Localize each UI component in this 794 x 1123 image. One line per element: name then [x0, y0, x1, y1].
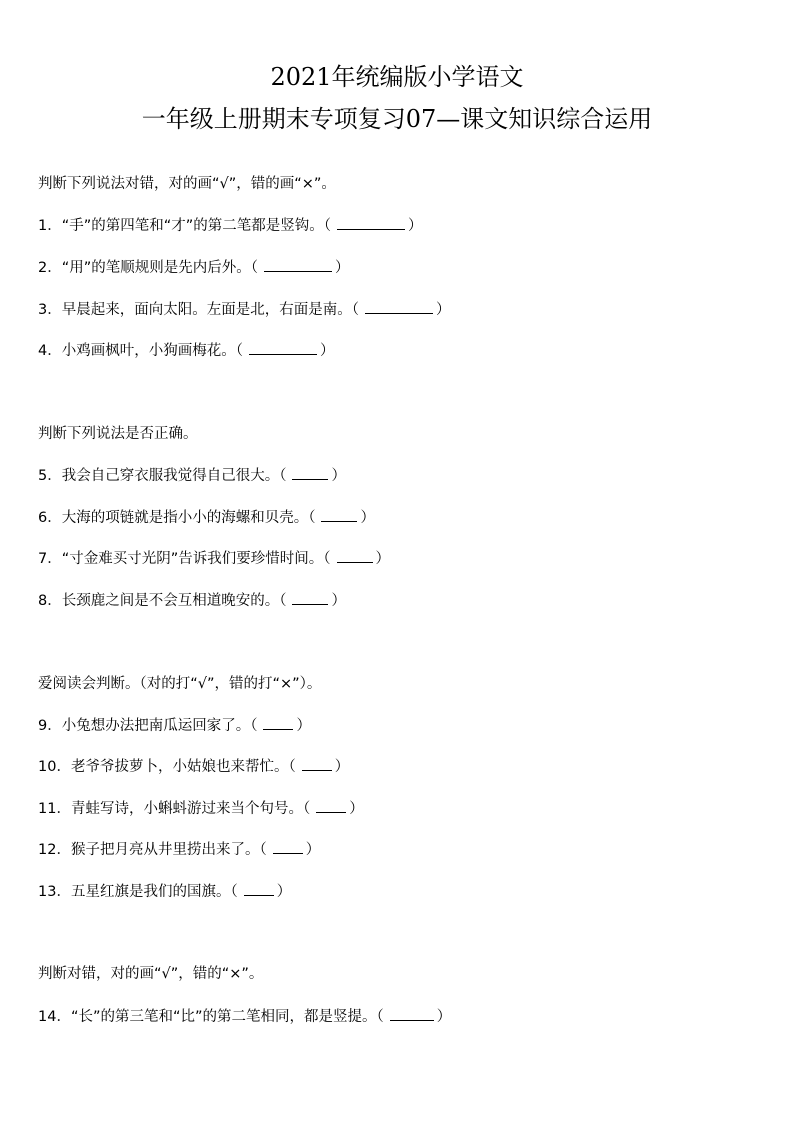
question-close: ）: [408, 218, 423, 234]
question-number: 3．: [38, 302, 62, 318]
question-12: [38, 839, 320, 860]
question-text: 长颈鹿之间是不会互相道晚安的。（: [61, 593, 287, 609]
question-close: ）: [349, 801, 364, 817]
question-number: 10．: [38, 759, 71, 775]
question-number: 7．: [38, 551, 62, 567]
question-number: 13．: [38, 884, 71, 900]
question-close: ）: [436, 1009, 452, 1025]
question-close: ）: [305, 842, 321, 858]
answer-blank[interactable]: [263, 715, 293, 730]
question-3: [38, 299, 450, 320]
question-text: 大海的项链就是指小小的海螺和贝壳。（: [61, 510, 316, 526]
question-text: 小鸡画枫叶，小狗画梅花。（: [61, 343, 243, 359]
section-4-instruction: 判断对错，对的画“√”，错的“×”。: [38, 966, 264, 982]
question-number: 4．: [38, 343, 62, 359]
question-close: ）: [296, 718, 311, 734]
question-text: “寸金难买寸光阴”告诉我们要珍惜时间。（: [61, 551, 331, 567]
question-text: “手”的第四笔和“才”的第二笔都是竖钩。（: [61, 218, 332, 234]
answer-blank[interactable]: [337, 215, 405, 230]
section-1-instruction: 判断下列说法对错，对的画“√”，错的画“×”。: [38, 176, 336, 192]
question-5: [38, 465, 346, 486]
question-number: 2．: [38, 260, 62, 276]
answer-blank[interactable]: [292, 465, 328, 480]
answer-blank[interactable]: [292, 590, 328, 605]
question-13: [38, 881, 291, 902]
question-close: ）: [319, 343, 335, 359]
question-text: 我会自己穿衣服我觉得自己很大。（: [61, 468, 287, 484]
question-number: 6．: [38, 510, 62, 526]
answer-blank[interactable]: [273, 839, 303, 854]
question-number: 1．: [38, 218, 62, 234]
question-close: ）: [334, 759, 350, 775]
answer-blank[interactable]: [302, 756, 332, 771]
answer-blank[interactable]: [249, 340, 317, 355]
question-close: ）: [276, 884, 292, 900]
question-1: [38, 215, 423, 236]
question-number: 5．: [38, 468, 62, 484]
question-text: “长”的第三笔和“比”的第二笔相同，都是竖提。（: [70, 1009, 384, 1025]
question-number: 8．: [38, 593, 62, 609]
question-text: 早晨起来，面向太阳。左面是北，右面是南。（: [61, 302, 359, 318]
question-number: 9．: [38, 718, 62, 734]
question-close: ）: [375, 551, 391, 567]
question-text: 老爷爷拔萝卜，小姑娘也来帮忙。（: [70, 759, 296, 775]
question-11: [38, 798, 364, 819]
question-10: [38, 756, 349, 777]
document-title-line-2: 一年级上册期末专项复习07—课文知识综合运用: [141, 105, 653, 133]
answer-blank[interactable]: [390, 1006, 434, 1021]
answer-blank[interactable]: [337, 548, 373, 563]
answer-blank[interactable]: [321, 507, 357, 522]
question-text: 五星红旗是我们的国旗。（: [70, 884, 238, 900]
question-close: ）: [335, 260, 350, 276]
question-close: ）: [435, 302, 451, 318]
answer-blank[interactable]: [365, 299, 433, 314]
answer-blank[interactable]: [244, 881, 274, 896]
question-text: 青蛙写诗，小蝌蚪游过来当个句号。（: [70, 801, 311, 817]
question-text: “用”的笔顺规则是先内后外。（: [61, 260, 259, 276]
question-text: 小兔想办法把南瓜运回家了。（: [61, 718, 258, 734]
question-9: [38, 715, 311, 736]
answer-blank[interactable]: [264, 257, 332, 272]
question-8: [38, 590, 346, 611]
question-4: [38, 340, 334, 361]
question-6: [38, 507, 375, 528]
question-number: 12．: [38, 842, 71, 858]
question-number: 14．: [38, 1009, 71, 1025]
question-2: [38, 257, 350, 278]
question-number: 11．: [38, 801, 71, 817]
question-14: [38, 1006, 451, 1027]
question-close: ）: [360, 510, 375, 526]
question-7: [38, 548, 390, 569]
answer-blank[interactable]: [316, 798, 346, 813]
question-text: 猴子把月亮从井里捞出来了。（: [70, 842, 267, 858]
question-close: ）: [331, 468, 346, 484]
question-close: ）: [331, 593, 346, 609]
section-2-instruction: 判断下列说法是否正确。: [38, 426, 198, 442]
document-title-line-1: 2021年统编版小学语文: [270, 63, 524, 91]
section-3-instruction: 爱阅读会判断。（对的打“√”，错的打“×”）。: [38, 676, 322, 692]
